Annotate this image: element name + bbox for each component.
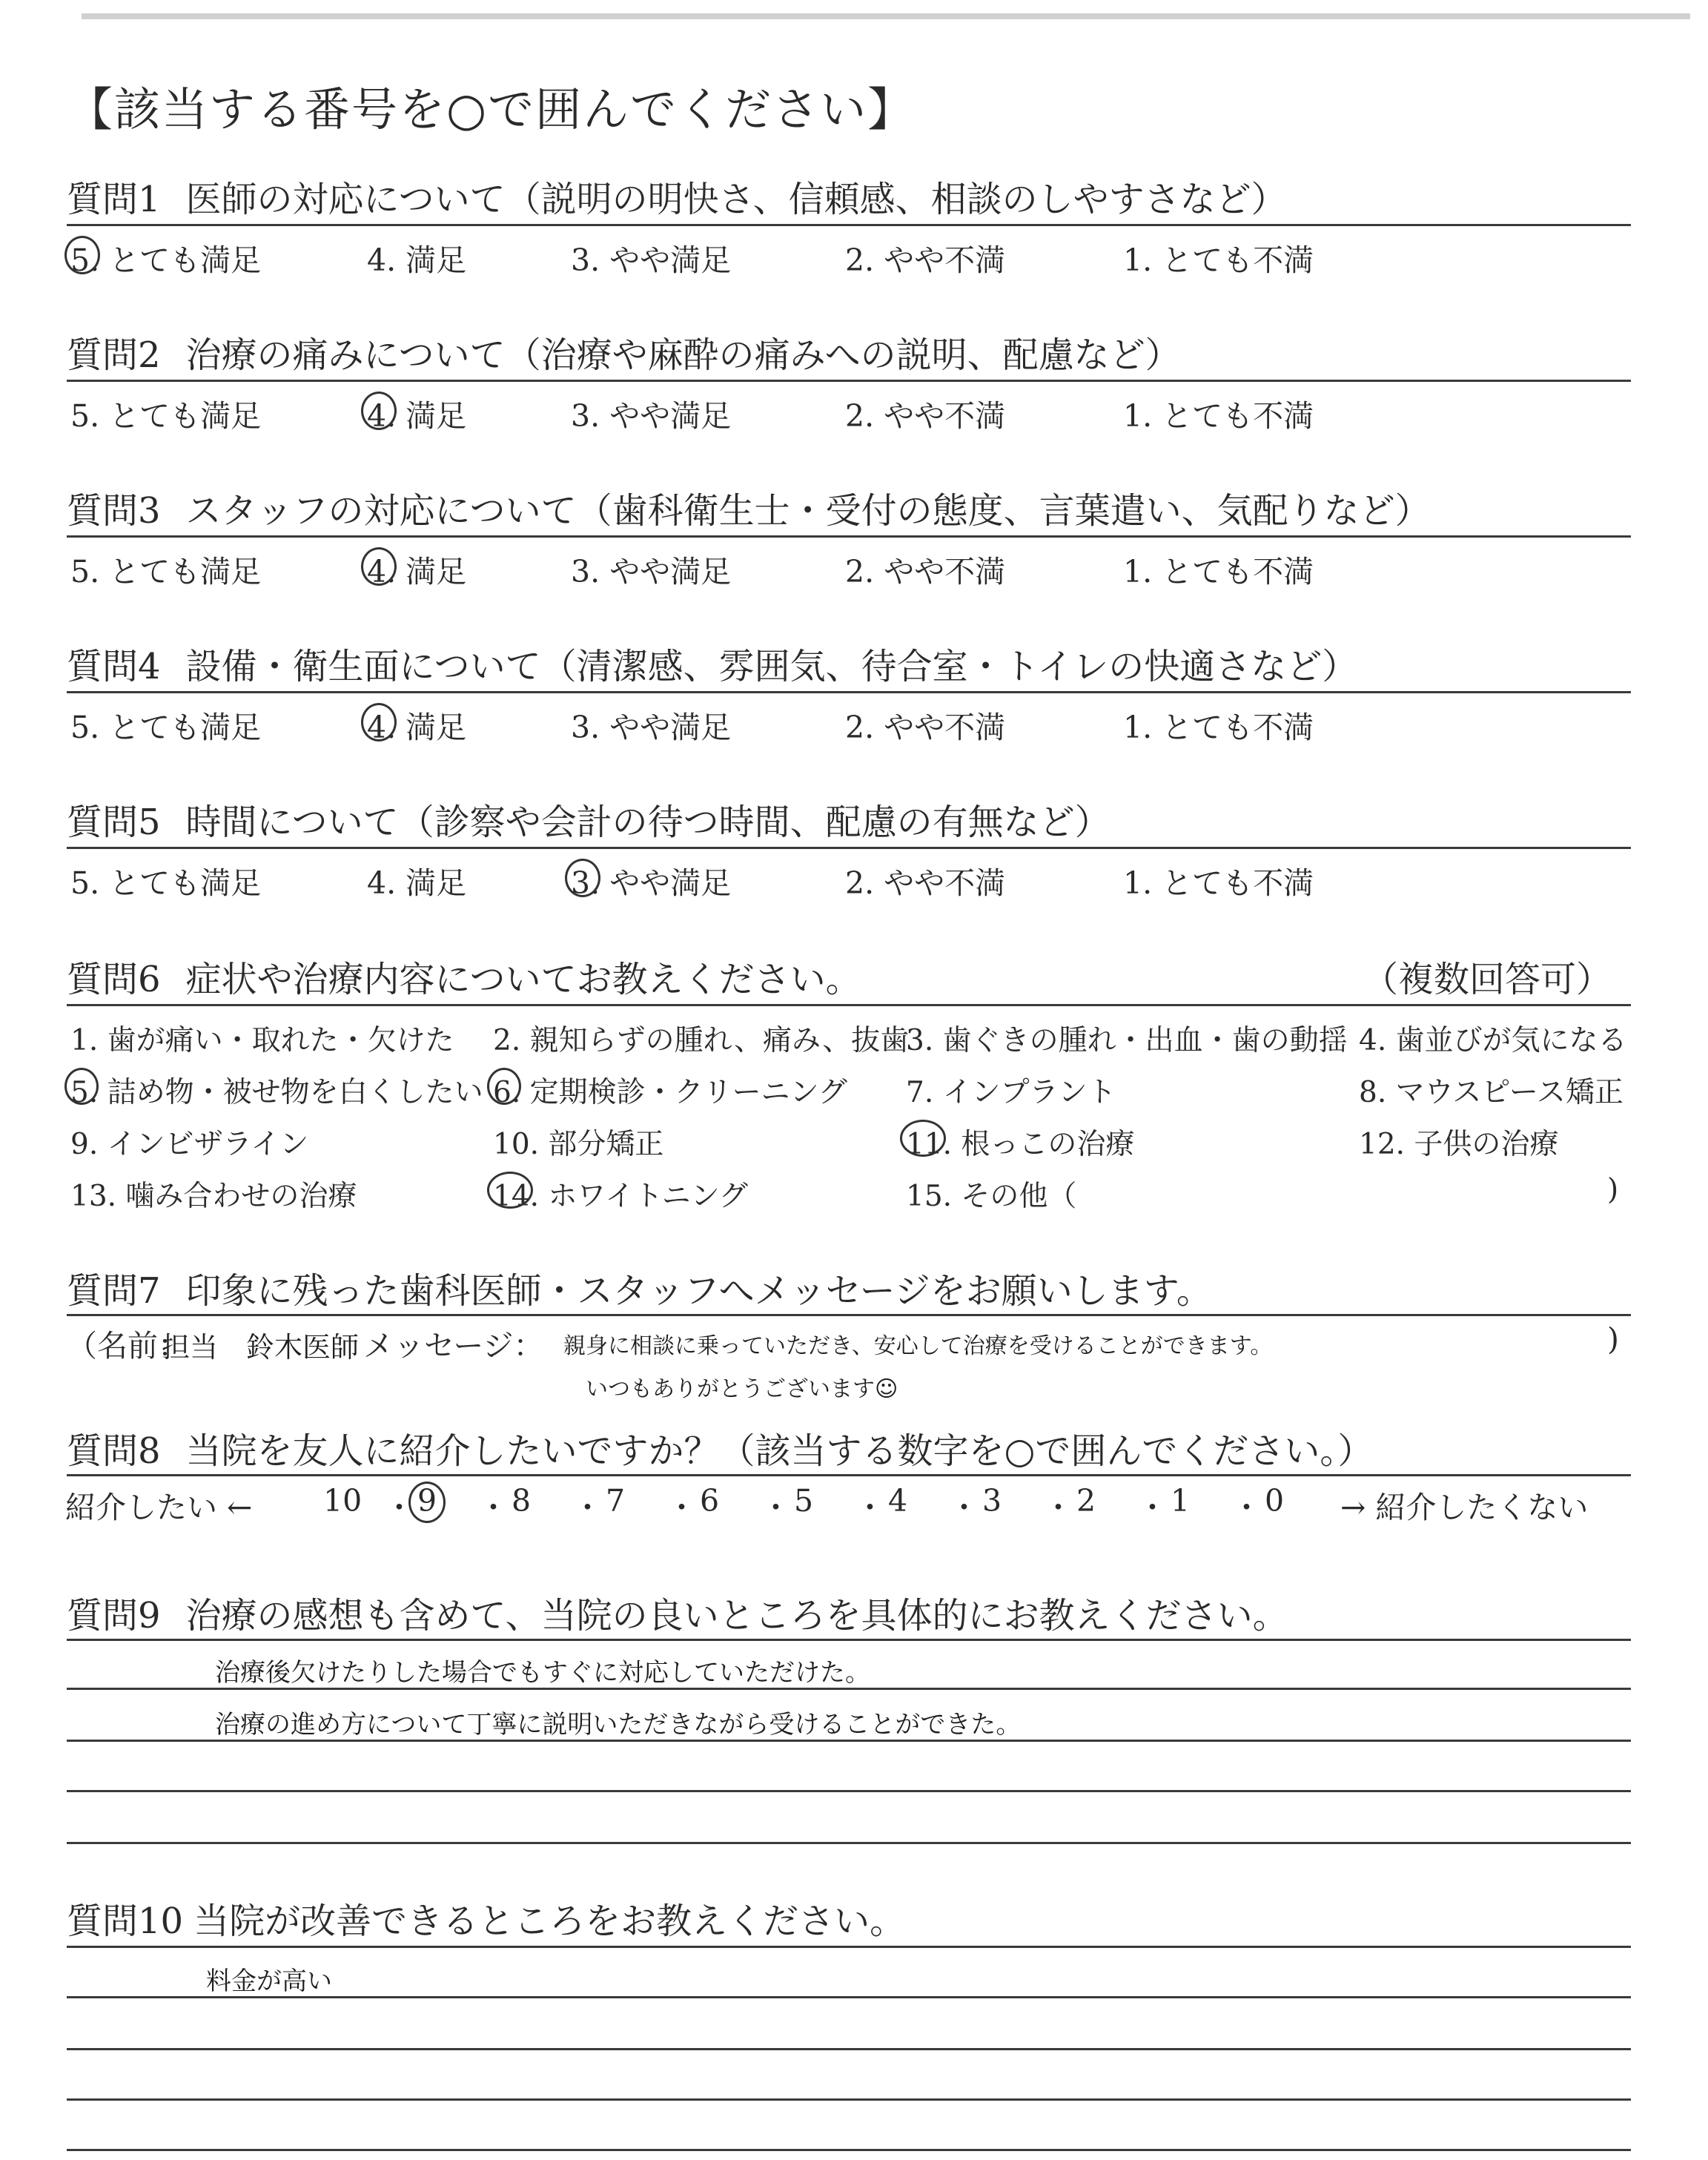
- q7-name-value: 担当 鈴木医師: [162, 1331, 360, 1364]
- q5-label: 質問5: [67, 802, 161, 843]
- q2-option-5: 5. とても満足: [70, 398, 262, 434]
- q10-heading: [67, 1892, 905, 1943]
- q2-selection-circle: [361, 392, 397, 430]
- q9-heading: [67, 1587, 1288, 1638]
- top-border: [82, 13, 1690, 19]
- q3-rule: [67, 535, 1631, 538]
- q6-item-10: 10. 部分矯正: [493, 1128, 664, 1161]
- q8-number-2: 2: [1076, 1483, 1096, 1519]
- q3-option-2: 2. やや不満: [845, 554, 1006, 589]
- q7-label: 質問7: [67, 1270, 161, 1312]
- q5-option-4: 4. 満足: [367, 865, 467, 901]
- q1-heading: [67, 171, 1287, 222]
- q9-rule-3: [67, 1740, 1631, 1742]
- q6-heading: [67, 951, 861, 1002]
- q8-separator-dot: ・: [572, 1490, 603, 1525]
- q8-selection-circle: [408, 1482, 446, 1523]
- q6-item-14: 14. ホワイトニング: [493, 1180, 748, 1213]
- q8-label: 質問8: [67, 1430, 161, 1472]
- q10-rule-4: [67, 2098, 1631, 2101]
- q5-heading: [67, 793, 1110, 845]
- q7-rule: [67, 1314, 1631, 1316]
- q1-option-1: 1. とても不満: [1123, 242, 1314, 278]
- q6-item-9: 9. インビザライン: [70, 1128, 309, 1161]
- q10-label: 質問10: [67, 1900, 184, 1942]
- q4-option-1: 1. とても不満: [1123, 710, 1314, 745]
- q3-selection-circle: [361, 547, 397, 586]
- q3-option-5: 5. とても満足: [70, 554, 262, 589]
- q6-selection-circle-6: [487, 1068, 521, 1105]
- q8-separator-dot: ・: [478, 1490, 509, 1525]
- q8-separator-dot: ・: [761, 1490, 791, 1525]
- q8-right-label: → 紹介したくない: [1340, 1490, 1589, 1525]
- q8-separator-dot: ・: [384, 1490, 414, 1525]
- q6-item-2: 2. 親知らずの腫れ、痛み、抜歯: [493, 1024, 910, 1057]
- q2-option-3: 3. やや満足: [571, 398, 732, 434]
- q7-message-label: メッセージ：: [363, 1328, 544, 1364]
- q9-label: 質問9: [67, 1595, 161, 1636]
- q3-option-3: 3. やや満足: [571, 554, 732, 589]
- q8-number-5: 5: [794, 1483, 814, 1519]
- q3-heading: [67, 482, 1431, 533]
- q4-text: 設備・衛生面について（清潔感、雰囲気、待合室・トイレの快適さなど）: [185, 646, 1358, 687]
- q9-answer-line1: 治療後欠けたりした場合でもすぐに対応していただけた。: [215, 1658, 870, 1688]
- q8-number-10: 10: [323, 1483, 363, 1519]
- q8-rule: [67, 1474, 1631, 1476]
- q4-selection-circle: [361, 703, 397, 742]
- q6-item-6: 6. 定期検診・クリーニング: [493, 1076, 847, 1109]
- q4-option-3: 3. やや満足: [571, 710, 732, 745]
- q10-text: 当院が改善できるところをお教えください。: [193, 1900, 906, 1942]
- q1-option-4: 4. 満足: [367, 242, 467, 278]
- q8-text: 当院を友人に紹介したいですか？（該当する数字を○で囲んでください。）: [185, 1430, 1374, 1472]
- q10-rule-1: [67, 1946, 1631, 1948]
- q4-option-2: 2. やや不満: [845, 710, 1006, 745]
- q7-message-line1: 親身に相談に乗っていただき、安心して治療を受けることができます。: [563, 1333, 1273, 1359]
- q6-item-1: 1. 歯が痛い・取れた・欠けた: [70, 1024, 454, 1057]
- q4-option-5: 5. とても満足: [70, 710, 262, 745]
- q6-note: （複数回答可）: [1363, 959, 1612, 1000]
- q4-option-4: 4. 満足: [367, 710, 467, 745]
- q8-number-9: 9: [417, 1483, 437, 1519]
- q7-name-label: （名前：: [67, 1328, 188, 1364]
- q10-rule-3: [67, 2048, 1631, 2050]
- q5-option-3: 3. やや満足: [571, 865, 732, 901]
- q1-label: 質問1: [67, 179, 161, 220]
- q9-rule-5: [67, 1842, 1631, 1844]
- q8-separator-dot: ・: [1137, 1490, 1168, 1525]
- q8-number-0: 0: [1265, 1483, 1285, 1519]
- q6-item-4: 4. 歯並びが気になる: [1359, 1024, 1627, 1057]
- page-title: 【該当する番号を○で囲んでください】: [67, 82, 916, 136]
- q2-label: 質問2: [67, 334, 161, 376]
- q8-number-7: 7: [606, 1483, 626, 1519]
- q4-rule: [67, 691, 1631, 693]
- q6-rule: [67, 1004, 1631, 1006]
- q10-rule-5: [67, 2149, 1631, 2151]
- q8-number-4: 4: [888, 1483, 908, 1519]
- q2-rule: [67, 380, 1631, 382]
- q6-item-3: 3. 歯ぐきの腫れ・出血・歯の動揺: [906, 1024, 1348, 1057]
- q8-heading: [67, 1422, 1373, 1473]
- q1-text: 医師の対応について（説明の明快さ、信頼感、相談のしやすさなど）: [185, 179, 1287, 220]
- q2-option-4: 4. 満足: [367, 398, 467, 434]
- q1-rule: [67, 224, 1631, 226]
- q6-item-8: 8. マウスピース矯正: [1359, 1076, 1623, 1109]
- q3-label: 質問3: [67, 490, 161, 532]
- q1-option-2: 2. やや不満: [845, 242, 1006, 278]
- q4-heading: [67, 638, 1357, 689]
- q3-option-1: 1. とても不満: [1123, 554, 1314, 589]
- q3-text: スタッフの対応について（歯科衛生士・受付の態度、言葉遣い、気配りなど）: [185, 490, 1431, 532]
- q7-heading: [67, 1262, 1212, 1313]
- q5-option-1: 1. とても不満: [1123, 865, 1314, 901]
- q6-selection-circle-14: [487, 1172, 533, 1209]
- q8-separator-dot: ・: [1231, 1490, 1262, 1525]
- q9-rule-2: [67, 1688, 1631, 1690]
- q9-text: 治療の感想も含めて、当院の良いところを具体的にお教えください。: [185, 1595, 1288, 1636]
- q2-text: 治療の痛みについて（治療や麻酔の痛みへの説明、配慮など）: [185, 334, 1181, 376]
- q10-rule-2: [67, 1996, 1631, 1998]
- q5-rule: [67, 847, 1631, 849]
- q5-option-5: 5. とても満足: [70, 865, 262, 901]
- q5-selection-circle: [565, 859, 600, 897]
- q7-close: ): [1607, 1321, 1619, 1357]
- q9-rule-1: [67, 1639, 1631, 1641]
- q2-option-1: 1. とても不満: [1123, 398, 1314, 434]
- q4-label: 質問4: [67, 646, 161, 687]
- q9-rule-4: [67, 1790, 1631, 1792]
- q8-number-6: 6: [700, 1483, 720, 1519]
- q6-item-13: 13. 噛み合わせの治療: [70, 1180, 357, 1213]
- q8-separator-dot: ・: [949, 1490, 979, 1525]
- q2-heading: [67, 326, 1181, 377]
- q6-item-15: 15. その他（: [906, 1180, 1077, 1213]
- q8-separator-dot: ・: [855, 1490, 885, 1525]
- q7-text: 印象に残った歯科医師・スタッフへメッセージをお願いします。: [185, 1270, 1212, 1312]
- q9-answer-line2: 治療の進め方について丁寧に説明いただきながら受けることができた。: [215, 1710, 1022, 1740]
- q6-selection-circle-11: [900, 1120, 946, 1157]
- q2-option-2: 2. やや不満: [845, 398, 1006, 434]
- q6-item-16: ): [1607, 1173, 1619, 1206]
- q1-option-5: 5. とても満足: [70, 242, 262, 278]
- q6-text: 症状や治療内容についてお教えください。: [185, 959, 861, 1000]
- q6-item-12: 12. 子供の治療: [1359, 1128, 1559, 1161]
- q8-number-1: 1: [1171, 1483, 1191, 1519]
- q8-number-8: 8: [512, 1483, 532, 1519]
- q7-message-line2: いつもありがとうございます☺: [586, 1376, 898, 1402]
- q8-number-3: 3: [982, 1483, 1002, 1519]
- q8-left-label: 紹介したい ←: [65, 1490, 253, 1525]
- q6-item-7: 7. インプラント: [906, 1076, 1116, 1109]
- q6-item-11: 11. 根っこの治療: [906, 1128, 1135, 1161]
- q3-option-4: 4. 満足: [367, 554, 467, 589]
- q6-selection-circle-5: [64, 1068, 99, 1105]
- q1-selection-circle: [64, 236, 100, 274]
- q8-separator-dot: ・: [1043, 1490, 1073, 1525]
- q6-label: 質問6: [67, 959, 161, 1000]
- q5-text: 時間について（診察や会計の待つ時間、配慮の有無など）: [185, 802, 1110, 843]
- q10-answer-line1: 料金が高い: [206, 1966, 332, 1996]
- q8-separator-dot: ・: [666, 1490, 697, 1525]
- q5-option-2: 2. やや不満: [845, 865, 1006, 901]
- q1-option-3: 3. やや満足: [571, 242, 732, 278]
- q6-item-5: 5. 詰め物・被せ物を白くしたい: [70, 1076, 483, 1109]
